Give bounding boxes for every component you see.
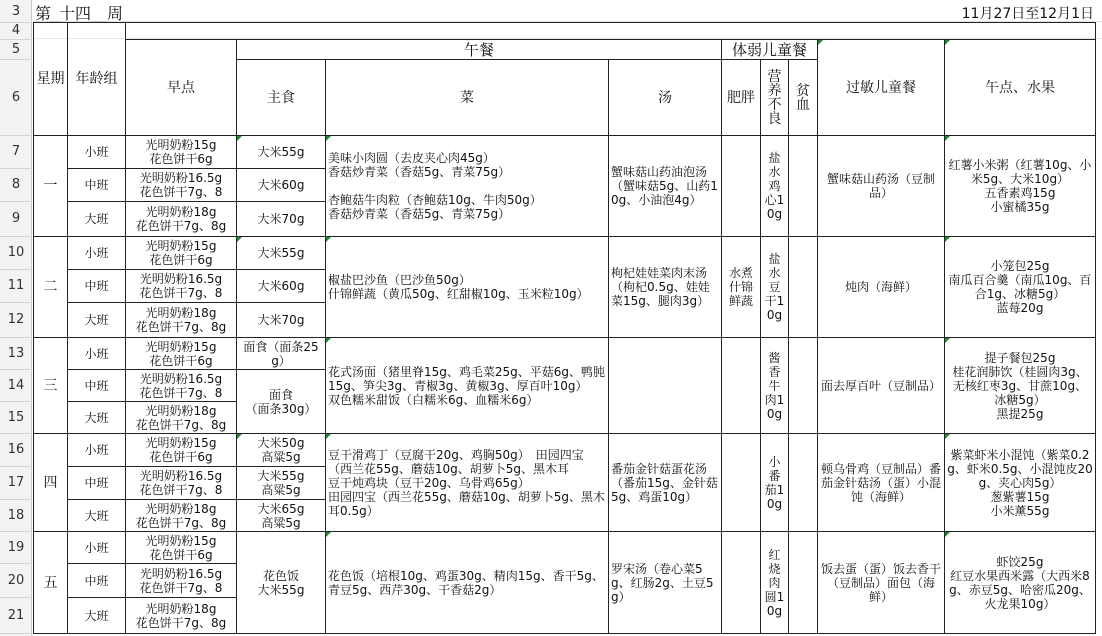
snack-cell[interactable] bbox=[945, 136, 1096, 237]
breakfast-line: 花色饼干7g、8g bbox=[135, 219, 227, 233]
row-divider bbox=[0, 201, 32, 202]
soup-cell[interactable]: 番茄金针菇蛋花汤（番茄15g、金针菇5g、鸡蛋10g） bbox=[609, 434, 722, 532]
age-group-cell[interactable]: 中班 bbox=[68, 467, 126, 500]
row-divider bbox=[0, 433, 32, 434]
row-divider bbox=[0, 401, 32, 402]
staple-cell[interactable] bbox=[237, 500, 326, 532]
staple-line: 大米55g bbox=[257, 582, 305, 597]
weekday-cell[interactable]: 二 bbox=[34, 237, 68, 338]
afternoon-snack-header[interactable]: 午点、水果 bbox=[945, 40, 1096, 136]
breakfast-line: 光明奶粉15g bbox=[145, 339, 217, 354]
staple-cell[interactable] bbox=[237, 202, 326, 237]
staple-line: 面食 bbox=[268, 387, 293, 402]
staple-line: 高粱5g bbox=[261, 450, 301, 464]
staple-header[interactable]: 主食 bbox=[237, 60, 326, 136]
staple-line: 大米60g bbox=[257, 279, 305, 293]
breakfast-line: 花色饼干7g、8 bbox=[139, 483, 223, 497]
header-spacer[interactable] bbox=[126, 23, 1096, 40]
staple-line: 大米55g bbox=[257, 246, 305, 260]
age-group-cell[interactable]: 大班 bbox=[68, 202, 126, 237]
malnutrition-cell[interactable]: 盐水豆干10g bbox=[761, 237, 789, 338]
row-divider bbox=[0, 633, 32, 634]
allergy-cell[interactable]: 面去厚百叶（豆制品） bbox=[818, 338, 945, 434]
row-number[interactable]: 13 bbox=[7, 345, 25, 361]
staple-cell[interactable] bbox=[237, 370, 326, 434]
breakfast-line: 花色饼干7g、8g bbox=[135, 320, 227, 334]
staple-cell[interactable] bbox=[237, 169, 326, 202]
anemia-cell[interactable] bbox=[789, 434, 818, 532]
row-divider bbox=[0, 269, 32, 270]
breakfast-line: 花色饼干6g bbox=[149, 253, 213, 267]
dish-cell[interactable] bbox=[326, 338, 609, 434]
menu-row bbox=[34, 136, 1096, 169]
breakfast-line: 花色饼干7g、8g bbox=[135, 615, 227, 630]
anemia-cell[interactable] bbox=[789, 532, 818, 634]
row-number[interactable]: 3 bbox=[11, 3, 21, 19]
breakfast-line: 光明奶粉18g bbox=[145, 501, 217, 516]
age-group-cell[interactable]: 中班 bbox=[68, 270, 126, 303]
dish-line bbox=[328, 179, 606, 193]
menu-row bbox=[34, 338, 1096, 370]
week-title: 第_十四__周 bbox=[35, 4, 124, 23]
snack-cell[interactable] bbox=[945, 338, 1096, 434]
staple-cell[interactable] bbox=[237, 136, 326, 169]
breakfast-line: 光明奶粉15g bbox=[145, 138, 217, 152]
anemia-cell[interactable] bbox=[789, 338, 818, 434]
malnutrition-header[interactable]: 营养不良 bbox=[761, 60, 789, 136]
staple-line: 大米60g bbox=[257, 178, 305, 192]
staple-cell[interactable] bbox=[237, 338, 326, 370]
age-group-cell[interactable]: 小班 bbox=[68, 136, 126, 169]
row-number[interactable]: 4 bbox=[11, 23, 21, 38]
weekday-cell[interactable]: 三 bbox=[34, 338, 68, 434]
row-number[interactable]: 17 bbox=[7, 475, 25, 490]
breakfast-cell[interactable] bbox=[126, 136, 237, 169]
row-divider bbox=[0, 531, 32, 532]
snack-line: 小米薰55g bbox=[990, 503, 1050, 518]
breakfast-line: 花色饼干6g bbox=[149, 450, 213, 464]
dish-line: 椒盐巴沙鱼（巴沙鱼50g） bbox=[328, 273, 471, 287]
staple-line: （面条30g） bbox=[245, 401, 317, 416]
staple-line: 大米70g bbox=[257, 313, 305, 327]
breakfast-cell[interactable] bbox=[126, 169, 237, 202]
snack-cell[interactable] bbox=[945, 237, 1096, 338]
age-group-cell[interactable]: 小班 bbox=[68, 338, 126, 370]
row-divider bbox=[0, 466, 32, 467]
row-number[interactable]: 8 bbox=[11, 177, 21, 192]
breakfast-line: 光明奶粉15g bbox=[145, 239, 217, 253]
row-number[interactable]: 7 bbox=[11, 144, 21, 159]
row-number[interactable]: 5 bbox=[11, 41, 21, 57]
row-number[interactable]: 14 bbox=[7, 377, 25, 393]
date-range: 11月27日至12月1日 bbox=[961, 6, 1094, 22]
anemia-header[interactable]: 贫血 bbox=[789, 60, 818, 136]
breakfast-cell[interactable] bbox=[126, 434, 237, 467]
breakfast-cell[interactable] bbox=[126, 598, 237, 634]
snack-line: 紫菜虾米小混饨（紫菜0.2g、虾米0.5g、小混饨皮20g、夹心肉5g） bbox=[947, 447, 1093, 490]
row-number[interactable]: 18 bbox=[7, 507, 25, 523]
weak-children-header[interactable]: 体弱儿童餐 bbox=[722, 40, 818, 60]
row-number[interactable]: 16 bbox=[7, 442, 25, 457]
soup-cell[interactable] bbox=[609, 338, 722, 434]
dish-line: 什锦鲜蔬（黄瓜50g、红甜椒10g、玉米粒10g） bbox=[328, 287, 589, 301]
age-group-cell[interactable]: 中班 bbox=[68, 370, 126, 402]
breakfast-line: 花色饼干7g、8 bbox=[139, 286, 223, 300]
age-group-cell[interactable]: 大班 bbox=[68, 402, 126, 434]
anemia-cell[interactable] bbox=[789, 237, 818, 338]
breakfast-line: 光明奶粉18g bbox=[145, 601, 217, 616]
age-group-cell[interactable]: 大班 bbox=[68, 598, 126, 634]
menu-row bbox=[34, 237, 1096, 270]
allergy-cell[interactable]: 蟹味菇山药汤（豆制品） bbox=[818, 136, 945, 237]
menu-row bbox=[34, 434, 1096, 467]
breakfast-line: 花色饼干7g、8 bbox=[139, 385, 223, 400]
staple-line: 大米50g bbox=[257, 436, 305, 450]
row-number[interactable]: 11 bbox=[7, 278, 25, 293]
obese-cell[interactable] bbox=[722, 136, 761, 237]
row-divider bbox=[0, 302, 32, 303]
breakfast-line: 花色饼干6g bbox=[149, 353, 213, 368]
weekday-cell[interactable]: 五 bbox=[34, 532, 68, 634]
dish-line: 香菇炒青菜（香菇5g、青菜75g） bbox=[328, 165, 511, 179]
malnutrition-cell[interactable]: 酱香牛肉10g bbox=[761, 338, 789, 434]
allergy-cell[interactable]: 顿乌骨鸡（豆制品）番茄金针菇汤（蛋）小混饨（海鲜） bbox=[818, 434, 945, 532]
snack-line: 黑提25g bbox=[996, 406, 1044, 421]
staple-line: 面食（面条25g） bbox=[243, 339, 319, 368]
breakfast-line: 花色饼干7g、8 bbox=[139, 580, 223, 595]
row-number[interactable]: 20 bbox=[7, 572, 25, 588]
row-divider bbox=[0, 168, 32, 169]
age-group-header[interactable]: 年龄组 bbox=[68, 23, 126, 136]
snack-line: 五香素鸡15g bbox=[984, 186, 1056, 200]
breakfast-cell[interactable] bbox=[126, 202, 237, 237]
anemia-cell[interactable] bbox=[789, 136, 818, 237]
breakfast-cell[interactable] bbox=[126, 564, 237, 598]
breakfast-cell[interactable] bbox=[126, 467, 237, 500]
breakfast-line: 光明奶粉16.5g bbox=[139, 371, 223, 386]
dish-header[interactable]: 菜 bbox=[326, 60, 609, 136]
breakfast-line: 花色饼干7g、8 bbox=[139, 185, 223, 199]
snack-line: 南瓜百合羹（南瓜10g、百合1g、冰糖5g） bbox=[948, 273, 1092, 301]
dish-line: 美味小肉圆（去皮夹心肉45g） bbox=[328, 151, 495, 165]
snack-cell[interactable] bbox=[945, 532, 1096, 634]
allergy-cell[interactable]: 炖肉（海鲜） bbox=[818, 237, 945, 338]
breakfast-cell[interactable] bbox=[126, 303, 237, 338]
staple-line: 花色饭 bbox=[262, 568, 299, 583]
breakfast-cell[interactable] bbox=[126, 270, 237, 303]
snack-cell[interactable] bbox=[945, 434, 1096, 532]
obese-cell[interactable]: 水煮什锦鲜蔬 bbox=[722, 237, 761, 338]
obese-cell[interactable] bbox=[722, 434, 761, 532]
breakfast-cell[interactable] bbox=[126, 237, 237, 270]
dish-line: 花式汤面（猪里脊15g、鸡毛菜25g、平菇6g、鸭肫15g、笋尖3g、青椒3g、黄椒3g、厚百叶10g） bbox=[328, 364, 606, 393]
dish-cell[interactable] bbox=[326, 434, 609, 532]
weekday-cell[interactable]: 一 bbox=[34, 136, 68, 237]
staple-cell[interactable] bbox=[237, 434, 326, 467]
age-group-cell[interactable]: 大班 bbox=[68, 500, 126, 532]
breakfast-line: 光明奶粉16.5g bbox=[139, 469, 223, 483]
title-row[interactable] bbox=[33, 0, 1102, 22]
age-group-cell[interactable]: 小班 bbox=[68, 434, 126, 467]
breakfast-cell[interactable] bbox=[126, 500, 237, 532]
soup-cell[interactable]: 枸杞娃娃菜肉末汤（枸杞0.5g、娃娃菜15g、腿肉3g） bbox=[609, 237, 722, 338]
row-divider bbox=[0, 337, 32, 338]
row-number[interactable]: 12 bbox=[7, 312, 25, 327]
row-divider bbox=[0, 499, 32, 500]
breakfast-cell[interactable] bbox=[126, 402, 237, 434]
age-group-cell[interactable]: 中班 bbox=[68, 564, 126, 598]
breakfast-line: 花色饼干6g bbox=[149, 547, 213, 562]
dish-line: 杏鲍菇牛肉粒（杏鲍菇10g、牛肉50g） bbox=[328, 193, 542, 207]
breakfast-cell[interactable] bbox=[126, 338, 237, 370]
row-number[interactable]: 19 bbox=[7, 539, 25, 555]
soup-cell[interactable]: 蟹味菇山药油泡汤（蟹味菇5g、山药10g、小油泡4g） bbox=[609, 136, 722, 237]
snack-line: 小蜜橘35g bbox=[990, 200, 1050, 214]
staple-cell[interactable] bbox=[237, 467, 326, 500]
row-number[interactable]: 10 bbox=[7, 245, 25, 260]
dish-cell[interactable] bbox=[326, 532, 609, 634]
row-divider bbox=[0, 563, 32, 564]
staple-line: 大米65g bbox=[257, 501, 305, 516]
dish-cell[interactable] bbox=[326, 136, 609, 237]
soup-header[interactable]: 汤 bbox=[609, 60, 722, 136]
row-number[interactable]: 21 bbox=[7, 607, 25, 623]
malnutrition-cell[interactable]: 红烧肉圆10g bbox=[761, 532, 789, 634]
snack-line: 蓝莓20g bbox=[996, 301, 1044, 315]
days-body bbox=[34, 136, 1096, 634]
row-divider bbox=[0, 135, 32, 136]
dish-cell[interactable] bbox=[326, 237, 609, 338]
row-divider bbox=[0, 369, 32, 370]
row-divider bbox=[0, 59, 32, 60]
staple-cell[interactable] bbox=[237, 532, 326, 634]
snack-line: 桂花润肺饮（桂圆肉3g、无核红枣3g、甘蔗10g、冰糖5g） bbox=[952, 364, 1088, 407]
dish-line: 豆干炖鸡块（豆干20g、乌骨鸡65g） bbox=[328, 475, 530, 490]
row-number[interactable]: 6 bbox=[11, 89, 21, 105]
obese-header[interactable]: 肥胖 bbox=[722, 60, 761, 136]
dish-line: 双色糯米甜饭（白糯米6g、血糯米6g） bbox=[328, 392, 539, 407]
breakfast-line: 光明奶粉18g bbox=[145, 403, 217, 418]
staple-line: 大米55g bbox=[257, 145, 305, 159]
malnutrition-cell[interactable]: 小番茄10g bbox=[761, 434, 789, 532]
breakfast-line: 光明奶粉18g bbox=[145, 205, 217, 219]
weekly-menu-table bbox=[33, 22, 1096, 634]
staple-line: 大米70g bbox=[257, 212, 305, 226]
snack-line: 红豆水果西米露（大西米8g、赤豆5g、哈密瓜20g、火龙果10g） bbox=[949, 568, 1091, 611]
row-divider bbox=[0, 39, 32, 40]
dish-line: 豆干滑鸡丁（豆腐干20g、鸡胸50g） 田园四宝（西兰花55g、蘑菇10g、胡萝卜5g、黑木耳 bbox=[328, 447, 584, 476]
breakfast-line: 光明奶粉16.5g bbox=[139, 272, 223, 286]
row-number[interactable]: 9 bbox=[11, 211, 21, 226]
breakfast-line: 光明奶粉18g bbox=[145, 306, 217, 320]
breakfast-cell[interactable] bbox=[126, 532, 237, 564]
allergy-meal-header[interactable]: 过敏儿童餐 bbox=[818, 40, 945, 136]
malnutrition-cell[interactable]: 盐水鸡心10g bbox=[761, 136, 789, 237]
staple-cell[interactable] bbox=[237, 270, 326, 303]
snack-line: 葱紫薯15g bbox=[990, 489, 1050, 504]
menu-row bbox=[34, 532, 1096, 564]
row-number[interactable]: 15 bbox=[7, 409, 25, 425]
row-divider bbox=[0, 236, 32, 237]
breakfast-line: 光明奶粉16.5g bbox=[139, 171, 223, 185]
breakfast-line: 花色饼干6g bbox=[149, 152, 213, 166]
snack-line: 提子餐包25g bbox=[984, 350, 1056, 365]
breakfast-line: 光明奶粉15g bbox=[145, 533, 217, 548]
obese-cell[interactable] bbox=[722, 338, 761, 434]
breakfast-header[interactable]: 早点 bbox=[126, 40, 237, 136]
soup-cell[interactable]: 罗宋汤（卷心菜5g、红肠2g、土豆5g） bbox=[609, 532, 722, 634]
staple-cell[interactable] bbox=[237, 303, 326, 338]
weekday-cell[interactable]: 四 bbox=[34, 434, 68, 532]
breakfast-line: 光明奶粉15g bbox=[145, 436, 217, 450]
row-divider bbox=[0, 597, 32, 598]
snack-line: 红薯小米粥（红薯10g、小米5g、大米10g） bbox=[948, 158, 1092, 186]
obese-cell[interactable] bbox=[722, 532, 761, 634]
dish-line: 田园四宝（西兰花55g、蘑菇10g、胡萝卜5g、黑木耳0.5g） bbox=[328, 489, 606, 518]
dish-line: 香菇炒青菜（香菇5g、青菜75g） bbox=[328, 207, 511, 221]
breakfast-line: 花色饼干7g、8g bbox=[135, 417, 227, 432]
snack-line: 小笼包25g bbox=[990, 259, 1050, 273]
dish-line: 花色饭（培根10g、鸡蛋30g、精肉15g、香干5g、青豆5g、西芹30g、干香菇2g） bbox=[328, 568, 604, 597]
age-group-cell[interactable]: 大班 bbox=[68, 303, 126, 338]
lunch-header[interactable]: 午餐 bbox=[237, 40, 722, 60]
weekday-header[interactable]: 星期 bbox=[34, 23, 68, 136]
breakfast-line: 光明奶粉16.5g bbox=[139, 566, 223, 581]
breakfast-cell[interactable] bbox=[126, 370, 237, 402]
breakfast-line: 花色饼干7g、8g bbox=[135, 515, 227, 530]
staple-cell[interactable] bbox=[237, 237, 326, 270]
allergy-cell[interactable]: 饭去蛋（蛋）饭去香干（豆制品）面包（海鲜） bbox=[818, 532, 945, 634]
staple-line: 高粱5g bbox=[261, 515, 301, 530]
age-group-cell[interactable]: 小班 bbox=[68, 532, 126, 564]
staple-line: 高粱5g bbox=[261, 483, 301, 497]
age-group-cell[interactable]: 小班 bbox=[68, 237, 126, 270]
age-group-cell[interactable]: 中班 bbox=[68, 169, 126, 202]
staple-line: 大米55g bbox=[257, 469, 305, 483]
snack-line: 虾饺25g bbox=[996, 554, 1044, 569]
